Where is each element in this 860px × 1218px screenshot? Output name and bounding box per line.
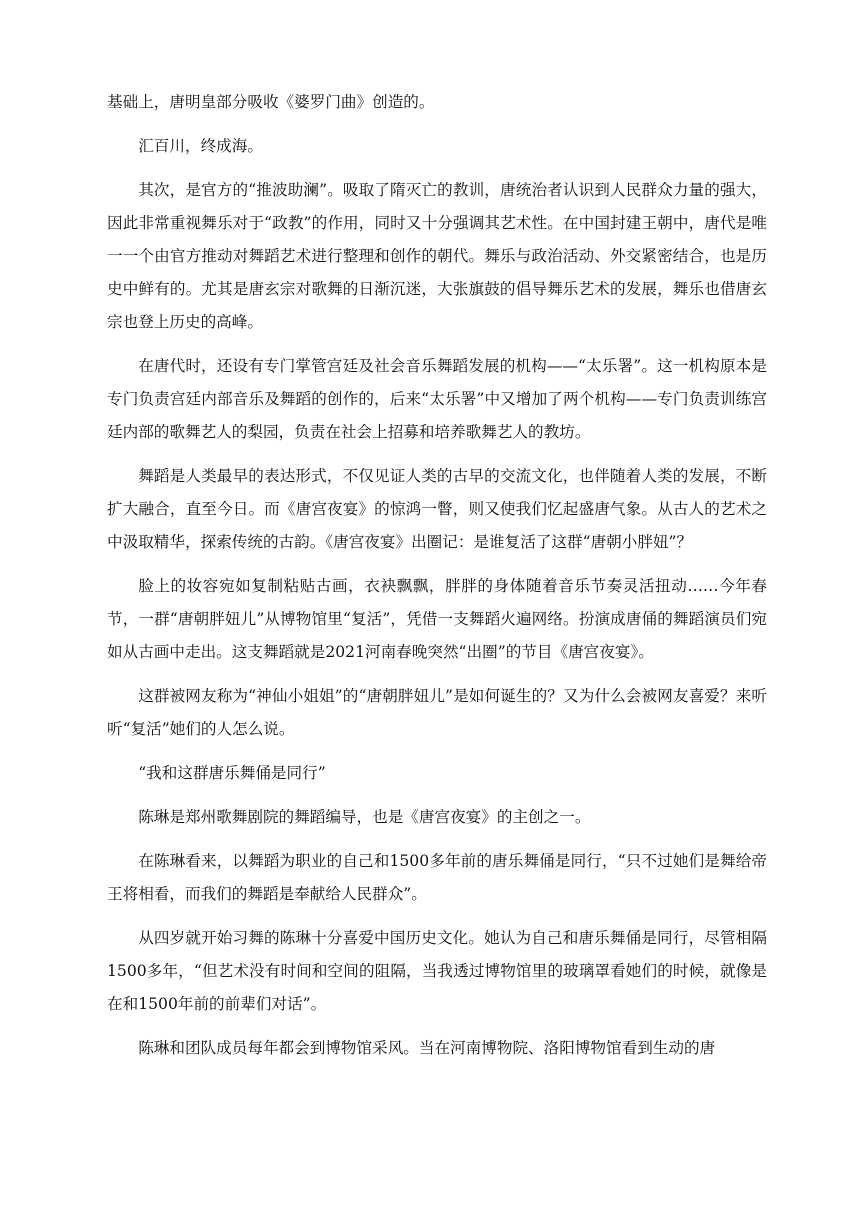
paragraph-12: 陈琳和团队成员每年都会到博物馆采风。当在河南博物院、洛阳博物馆看到生动的唐: [138, 1039, 716, 1057]
paragraph-1: 基础上，唐明皇部分吸收《婆罗门曲》创造的。: [107, 93, 435, 111]
paragraph-10: 在陈琳看来，以舞蹈为职业的自己和1500多年前的唐乐舞俑是同行，“只不过她们是舞给帝王将相看，而我们的舞蹈是奉献给人民群众”。: [107, 852, 767, 903]
document-page: [107, 86, 767, 1076]
paragraph-7: 这群被网友称为“神仙小姐姐”的“唐朝胖妞儿”是如何诞生的？又为什么会被网友喜爱？来听听“复活”她们的人怎么说。: [107, 687, 767, 738]
paragraph-6: 脸上的妆容宛如复制粘贴古画，衣袂飘飘，胖胖的身体随着音乐节奏灵活扭动……今年春节，一群“唐朝胖妞儿”从博物馆里“复活”，凭借一支舞蹈火遍网络。扮演成唐俑的舞蹈演员们宛如从古画中走出。这支舞蹈就是2021河南春晚突然“出圈”的节目《唐宫夜宴》。: [107, 577, 767, 661]
paragraph-4: 在唐代时，还设有专门掌管宫廷及社会音乐舞蹈发展的机构——“太乐署”。这一机构原本是专门负责宫廷内部音乐及舞蹈的创作的，后来“太乐署”中又增加了两个机构——专门负责训练宫廷内部的歌舞艺人的梨园，负责在社会上招募和培养歌舞艺人的教坊。: [107, 357, 767, 441]
paragraph-3: 其次，是官方的“推波助澜”。吸取了隋灭亡的教训，唐统治者认识到人民群众力量的强大，因此非常重视舞乐对于“政教”的作用，同时又十分强调其艺术性。在中国封建王朝中，唐代是唯一一个由官方推动对舞蹈艺术进行整理和创作的朝代。舞乐与政治活动、外交紧密结合，也是历史中鲜有的。尤其是唐玄宗对歌舞的日渐沉迷，大张旗鼓的倡导舞乐艺术的发展，舞乐也借唐玄宗也登上历史的高峰。: [107, 181, 767, 331]
paragraph-11: 从四岁就开始习舞的陈琳十分喜爱中国历史文化。她认为自己和唐乐舞俑是同行，尽管相隔1500多年，“但艺术没有时间和空间的阻隔，当我透过博物馆里的玻璃罩看她们的时候，就像是在和1500年前的前辈们对话”。: [107, 929, 767, 1013]
paragraph-9: 陈琳是郑州歌舞剧院的舞蹈编导，也是《唐宫夜宴》的主创之一。: [138, 808, 591, 826]
paragraph-2: 汇百川，终成海。: [138, 137, 263, 155]
paragraph-5: 舞蹈是人类最早的表达形式，不仅见证人类的古早的交流文化，也伴随着人类的发展，不断扩大融合，直至今日。而《唐宫夜宴》的惊鸿一瞥，则又使我们忆起盛唐气象。从古人的艺术之中汲取精华，探索传统的古韵。《唐宫夜宴》出圈记：是谁复活了这群“唐朝小胖妞”？: [107, 467, 767, 551]
section-heading: “我和这群唐乐舞俑是同行”: [138, 764, 326, 782]
